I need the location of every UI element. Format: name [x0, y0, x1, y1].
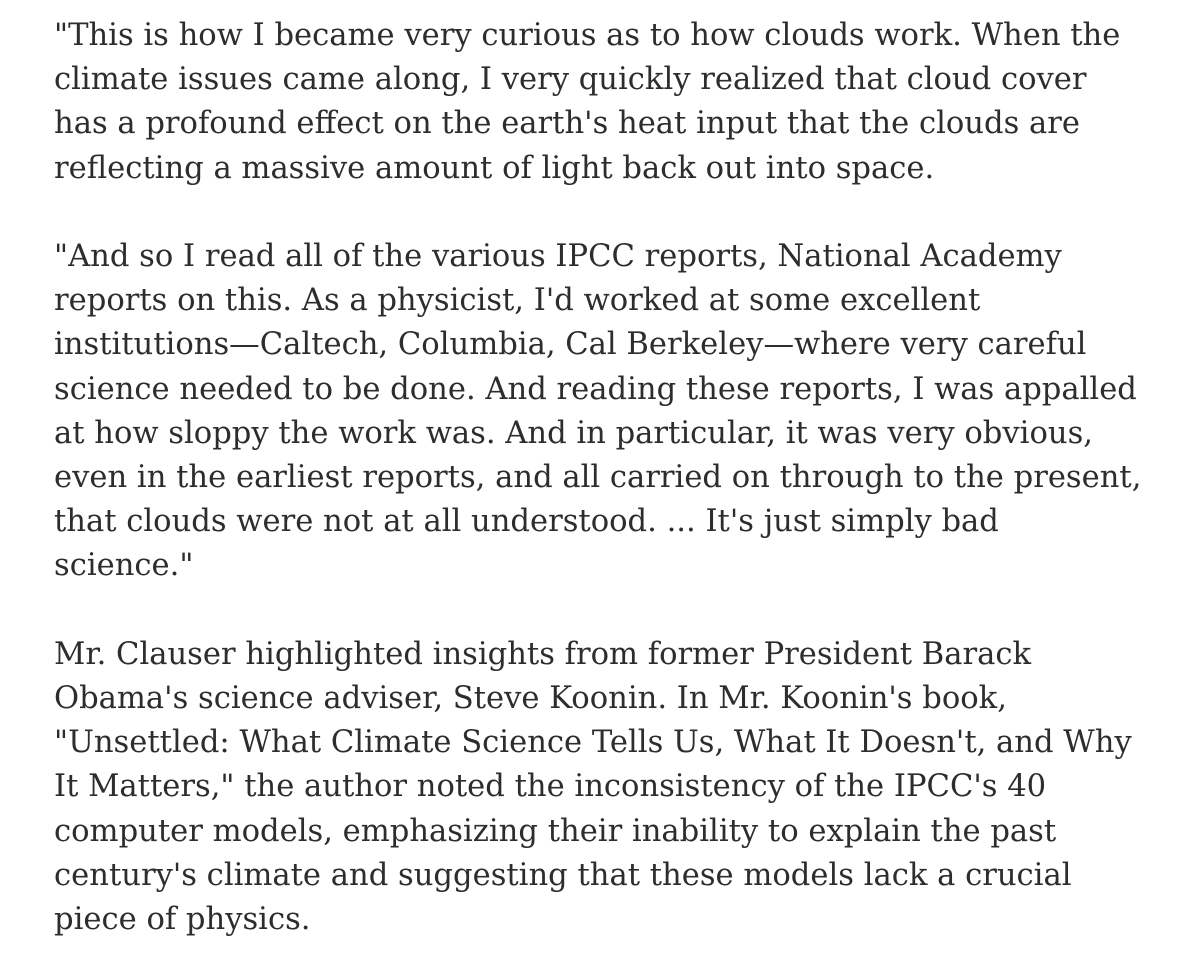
paragraph-line: at how sloppy the work was. And in particular, it was very obvious,	[54, 415, 1093, 451]
paragraph-line: computer models, emphasizing their inability to explain the past	[54, 813, 1057, 849]
paragraph-line: "And so I read all of the various IPCC reports, National Academy	[54, 239, 1062, 274]
paragraph-line: Obama's science adviser, Steve Koonin. In Mr. Koonin's book,	[54, 681, 1007, 717]
paragraph-line: science needed to be done. And reading these reports, I was appalled	[54, 371, 1137, 407]
paragraph-line: century's climate and suggesting that these models lack a crucial	[54, 857, 1072, 893]
paragraph-koonin-book	[54, 633, 1174, 942]
paragraph-line: that clouds were not at all understood. ... It's just simply bad	[54, 504, 999, 540]
article-body	[54, 14, 1174, 942]
paragraph-ipcc-reports	[54, 235, 1174, 589]
paragraph-line: reflecting a massive amount of light back out into space.	[54, 150, 935, 186]
paragraph-line: Mr. Clauser highlighted insights from former President Barack	[54, 636, 1032, 672]
paragraph-line: It Matters," the author noted the inconsistency of the IPCC's 40	[54, 769, 1047, 805]
paragraph-spacer	[54, 589, 1174, 633]
paragraph-clouds-curiosity	[54, 14, 1174, 191]
paragraph-line: reports on this. As a physicist, I'd worked at some excellent	[54, 283, 981, 319]
paragraph-line: even in the earliest reports, and all carried on through to the present,	[54, 460, 1142, 496]
paragraph-line: climate issues came along, I very quickly realized that cloud cover	[54, 62, 1087, 98]
paragraph-line: institutions—Caltech, Columbia, Cal Berkeley—where very careful	[54, 327, 1087, 363]
paragraph-spacer	[54, 191, 1174, 235]
paragraph-line: "This is how I became very curious as to how clouds work. When the	[54, 18, 1121, 53]
paragraph-line: has a profound effect on the earth's heat input that the clouds are	[54, 106, 1080, 142]
paragraph-line: science."	[54, 548, 194, 584]
paragraph-line: "Unsettled: What Climate Science Tells Us, What It Doesn't, and Why	[54, 725, 1132, 761]
paragraph-line: piece of physics.	[54, 902, 311, 938]
